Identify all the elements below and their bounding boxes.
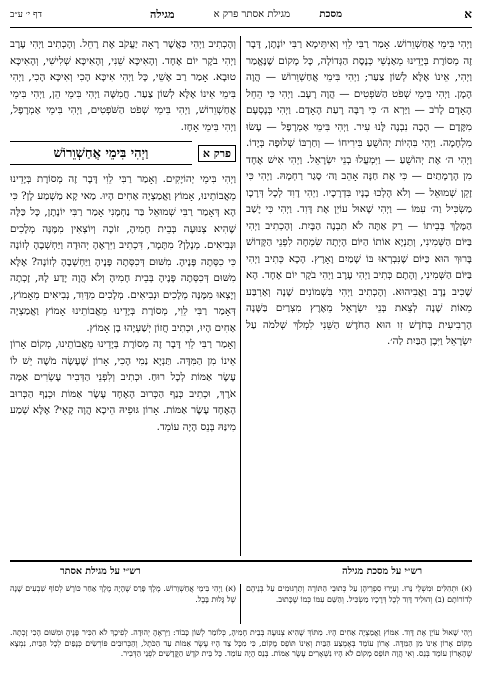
header-daf: דף י׳ ע״ב — [10, 10, 43, 20]
chapter-title: וַיְהִי בִּימֵי אֲחַשְׁוֵרוֹשׁ — [10, 141, 192, 165]
commentary-left-column — [10, 584, 236, 626]
commentary-right-column — [246, 584, 472, 626]
header-title: מגילה — [150, 8, 175, 21]
header-tractate: מגילת אסתר פרק א — [213, 9, 290, 20]
commentary-right-text: (א) וּתְהִלִּים וּמִשְׁלֵי נֵּרוּ. וְעַיְּרוּ סִפְרֵיהֶן עַל כְּתוּבֵי הַתּוֹרָה וְתַרְגּוּמִים עַל בְּנֵיהֶם לְדוֹרוֹתָם (ב) וְהוּלִיד דָּוִד לְכָל דְּרָכָיו מַשְׂכִּיל. וְהַשֵּׁם עִמּוֹ כְּמוֹ שֶׁכָּתוּב. — [246, 584, 472, 604]
commentary-bottom-text: וַיְהִי שָׁאוּל עוֹיֵן אֶת דָּוִד. אִמּוֹץ וַאֲמַצְיָה אַחִים הָיוּ. מִתּוֹךְ שֶׁהִיא צְנוּעָה בְּבֵית חָמִיהָ, כְּלוֹמַר לְשׁוֹן כָּבוֹד: וַיִּרְאֶהָ יְהוּדָה. לְפִיכָךְ לֹא הִכִּיר פָּנֶיהָ וּמִשּׁוּם הָכִי זָכְתָה. מְקוֹם אָרוֹן אֵינוֹ מִן הַמִּדָּה. אָרוֹן עוֹמֵד בְּאֶמְצַע הַבַּיִת וְאֵינוֹ תּוֹפֵס מָקוֹם, כִּי מִכָּל צַד הָיוּ עֶשֶׂר אַמּוֹת עַד הַכֹּתֶל, וְהַכְּרוּבִים פּוֹרְשִׂים כְּנָפַיִם לְכָל הַבַּיִת, נִמְצָא שֶׁהָאָרוֹן עוֹמֵד בְּנֵס. וְאִי הֲוָה תּוֹפֵס מָקוֹם לֹא הָיוּ נִשְׁאָרִים עֶשֶׂר אַמּוֹת. בְּנֵס הָיָה עוֹמֵד. כָּל בֵּית קֹדֶשׁ הַקֳּדָשִׁים לִפְנֵי הַדְּבִיר. — [10, 628, 472, 658]
commentary-headers — [10, 566, 472, 582]
main-text-left-mid-2: וְאָמַר רַבִּי לֵוִי דָּבָר זֶה מְסוֹרֶת בְּיָדֵינוּ מֵאֲבוֹתֵינוּ, מְקוֹם אָרוֹן אֵינוֹ מִן הַמִּדָּה. תַּנְיָא נַמִי הָכִי, אָרוֹן שֶׁעָשָׂה מֹשֶׁה יֵשׁ לוֹ עֶשֶׂר אַמּוֹת לְכָל רוּחַ. וּכְתִיב וְלִפְנֵי הַדְּבִיר עֶשְׂרִים אַמָּה אֹרֶךְ, וּכְתִיב כְּנַף הַכְּרוּב הָאֶחָד עֶשֶׂר אַמּוֹת וּכְנַף הַכְּרוּב הָאֶחָד עֶשֶׂר אַמּוֹת. אָרוֹן גּוּפֵיהּ הֵיכָא הֲוָה קָאֵי? אֶלָּא שְׁמַע מִינַּהּ בְּנֵס הָיָה עוֹמֵד. — [10, 338, 236, 433]
commentary-left-text: (א) וַיְהִי בִּימֵי אֲחַשְׁוֵרוֹשׁ. מֶלֶךְ פָּרַס שֶׁהָיָה מֶלֶךְ אַחַר כּוֹרֶשׁ לְסוֹף שִׁבְעִים שָׁנָה שֶׁל גָּלוּת בָּבֶל. — [10, 584, 236, 604]
commentary-header-left: רש״י על מגילת אסתר — [60, 566, 141, 577]
main-text-left-column — [10, 36, 236, 556]
header-masechet: מסכת — [319, 9, 342, 20]
header-letter: א — [464, 7, 472, 21]
commentary-bottom-block — [10, 628, 472, 686]
commentary-header-right: רש״י על מסכת מגילה — [342, 566, 422, 577]
commentary-column-divider — [240, 584, 241, 624]
main-text-right-column — [246, 36, 472, 556]
column-divider — [240, 36, 241, 556]
chapter-heading — [10, 141, 236, 165]
chapter-label: פרק א — [198, 145, 236, 162]
commentary-divider — [10, 560, 472, 562]
main-text-right: וַיְהִי בִּימֵי אֲחַשְׁוֵרוֹשׁ. אָמַר רַבִּי לֵוִי וְאִיתֵּימָא רַבִּי יוֹנָתָן, דָּבָר זֶה מְסוֹרֶת בְּיָדֵינוּ מֵאַנְשֵׁי כְּנֶסֶת הַגְּדוֹלָה, כָּל מָקוֹם שֶׁנֶּאֱמַר וַיְהִי, אֵינוֹ אֶלָּא לְשׁוֹן צַעַר; וַיְהִי בִּימֵי אֲחַשְׁוֵרוֹשׁ — הֲוָה הָמָן. וַיְהִי בִּימֵי שְׁפֹט הַשֹּׁפְטִים — הֲוָה רָעָב. וַיְהִי כִּי הֵחֵל הָאָדָם לָרֹב — וַיַּרְא ה׳ כִּי רַבָּה רָעַת הָאָדָם. וַיְהִי בְּנָסְעָם מִקֶּדֶם — הָבָה נִבְנֶה לָּנוּ עִיר. וַיְהִי בִּימֵי אַמְרָפֶל — עָשׂוּ מִלְחָמָה. וַיְהִי בִּהְיוֹת יְהוֹשֻׁעַ בִּירִיחוֹ — וְחַרְבּוֹ שְׁלוּפָה בְּיָדוֹ. וַיְהִי ה׳ אֶת יְהוֹשֻׁעַ — וַיִּמְעֲלוּ בְנֵי יִשְׂרָאֵל. וַיְהִי אִישׁ אֶחָד מִן הָרָמָתַיִם — כִּי אֶת חַנָּה אָהֵב וַה׳ סָגַר רַחְמָהּ. וַיְהִי כִּי זָקֵן שְׁמוּאֵל — וְלֹא הָלְכוּ בָנָיו בִּדְרָכָיו. וַיְהִי דָוִד לְכָל דְּרָכָו מַשְׂכִּיל וַה׳ עִמּוֹ — וַיְהִי שָׁאוּל עוֹיֵן אֶת דָּוִד. וַיְהִי כִּי יָשַׁב הַמֶּלֶךְ בְּבֵיתוֹ — רַק אַתָּה לֹא תִבְנֶה הַבָּיִת. וְהָכְתִיב וַיְהִי בַּיּוֹם הַשְּׁמִינִי, וְתַנְיָא אוֹתוֹ הַיּוֹם הָיְתָה שִׂמְחָה לִפְנֵי הַקָּדוֹשׁ בָּרוּךְ הוּא כַּיּוֹם שֶׁנִּבְרְאוּ בּוֹ שָׁמַיִם וָאָרֶץ. הָכָא כְּתִיב וַיְהִי בַּיּוֹם הַשְּׁמִינִי, וְהָתָם כְּתִיב וַיְהִי עֶרֶב וַיְהִי בֹקֶר יוֹם אֶחָד. הָא שָׁכִיב נָדָב וַאֲבִיהוּא. וְהָכְתִיב וַיְהִי בִּשְׁמוֹנִים שָׁנָה וְאַרְבַּע מֵאוֹת שָׁנָה לְצֵאת בְּנֵי יִשְׂרָאֵל מֵאֶרֶץ מִצְרַיִם בַּשָּׁנָה הָרְבִיעִית בְּחֹדֶשׁ זִו הוּא הַחֹדֶשׁ הַשֵּׁנִי לִמְלֹךְ שְׁלֹמֹה עַל יִשְׂרָאֵל וַיִּבֶן הַבַּיִת לַה׳. — [246, 38, 472, 347]
main-text-left-top: וְהָכְתִיב וַיְהִי כַּאֲשֶׁר רָאָה יַעֲקֹב אֶת רָחֵל. וְהָכְתִיב וַיְהִי עֶרֶב וַיְהִי בֹקֶר יוֹם אֶחָד. וְהָאִיכָּא שֵׁנִי, וְהָאִיכָּא שְׁלִישִׁי, וְהָאִיכָּא טוּבָא. אָמַר רַב אָשֵׁי, כָּל וַיְהִי אִיכָּא הָכִי וְאִיכָּא הָכִי, וַיְהִי בִּימֵי אֵינוֹ אֶלָּא לְשׁוֹן צַעַר. חֲמִשָּׁה וַיְהִי בִּימֵי הֵן, וַיְהִי בִּימֵי אֲחַשְׁוֵרוֹשׁ, וַיְהִי בִּימֵי שְׁפֹט הַשֹּׁפְטִים, וַיְהִי בִּימֵי אַמְרָפֶל, וַיְהִי בִּימֵי אָחָז. — [10, 38, 236, 133]
main-text-left-mid-1: וַיְהִי בִּימֵי יְהוֹיָקִים. וְאָמַר רַבִּי לֵוִי דָּבָר זֶה מְסוֹרֶת בְּיָדֵינוּ מֵאֲבוֹתֵינוּ, אָמוֹץ וַאֲמַצְיָה אַחִים הָיוּ. מַאי קָא מַשְׁמַע לָן? כִּי הָא דְּאָמַר רַבִּי שְׁמוּאֵל בַּר נַחְמָנִי אָמַר רַבִּי יוֹנָתָן, כָּל כַּלָּה שֶׁהִיא צְנוּעָה בְּבֵית חָמִיהָ, זוֹכָה וְיוֹצְאִין מִמֶּנָּה מְלָכִים וּנְבִיאִים. מְנָלַן? מִתָּמָר, דִּכְתִיב וַיִּרְאֶהָ יְהוּדָה וַיַּחְשְׁבֶהָ לְזוֹנָה כִּי כִסְּתָה פָּנֶיהָ. מִשּׁוּם דְּכִסְּתָה פָּנֶיהָ וַיַּחְשְׁבֶהָ לְזוֹנָה? אֶלָּא מִשּׁוּם דְּכִסְּתָה פָּנֶיהָ בְּבֵית חָמִיהָ וְלֹא הֲוָה יָדַע לָהּ, זָכְתָה וְיָצְאוּ מִמֶּנָּה מְלָכִים וּנְבִיאִים. מְלָכִים מִדָּוִד, נְבִיאִים מֵאָמוֹץ, דְּאָמַר רַבִּי לֵוִי, מְסוֹרֶת בְּיָדֵינוּ מֵאֲבוֹתֵינוּ אָמוֹץ וַאֲמַצְיָה אַחִים הָיוּ, וּכְתִיב חֲזוֹן יְשַׁעְיָהוּ בֶן אָמוֹץ. — [10, 173, 236, 334]
running-header — [10, 3, 472, 28]
